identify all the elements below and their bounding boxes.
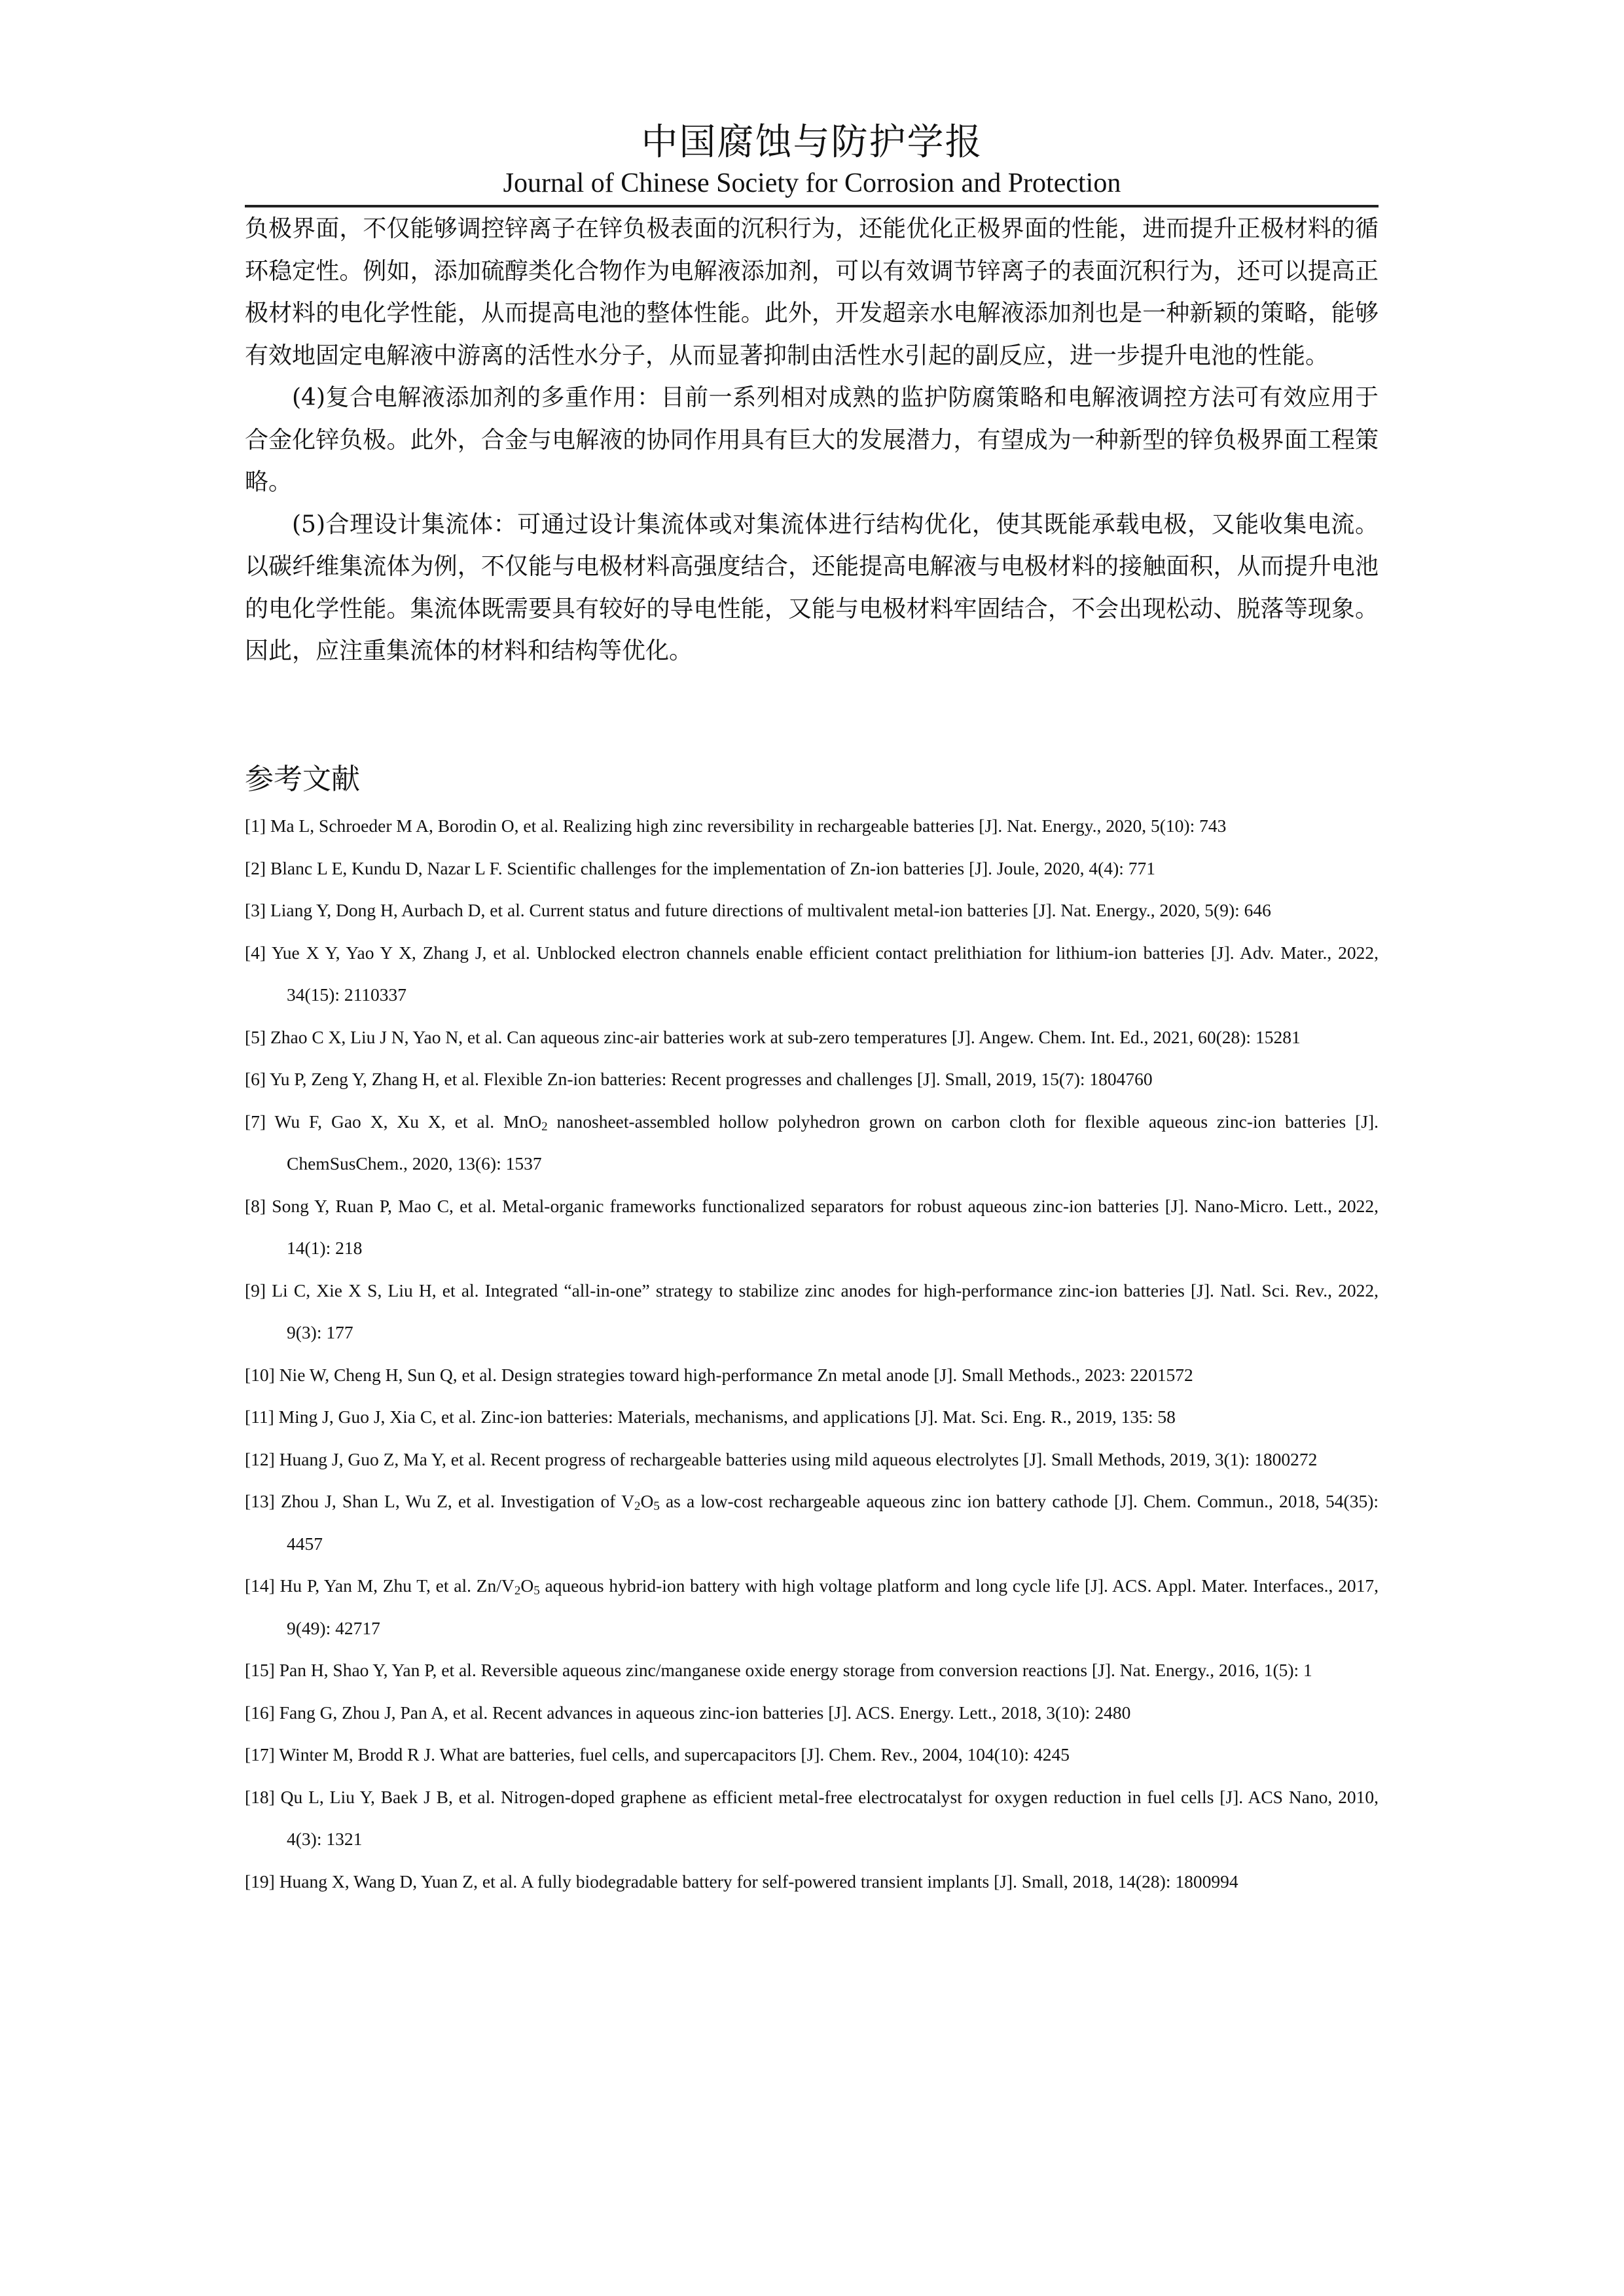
reference-item: [9] Li C, Xie X S, Liu H, et al. Integrated “all-in-one” strategy to stabilize zinc anodes for high-performance zinc-ion batteries [J]. Natl. Sci. Rev., 2022, 9(3): 177 xyxy=(245,1280,1379,1342)
reference-item xyxy=(245,1565,1379,1649)
ref-text-mid: O xyxy=(640,1491,654,1511)
reference-item xyxy=(245,1480,1379,1565)
journal-title-chinese: 中国腐蚀与防护学报 xyxy=(641,121,983,164)
reference-item: [8] Song Y, Ruan P, Mao C, et al. Metal-organic frameworks functionalized separators for robust aqueous zinc-ion batteries [J]. Nano-Micro. Lett., 2022, 14(1): 218 xyxy=(245,1195,1379,1258)
reference-item: [12] Huang J, Guo Z, Ma Y, et al. Recent progress of rechargeable batteries using mild aqueous electrolytes [J]. Small Methods, 2019, 3(1): 1800272 xyxy=(245,1448,1318,1469)
body-paragraph: 负极界面，不仅能够调控锌离子在锌负极表面的沉积行为，还能优化正极界面的性能，进而提升正极材料的循环稳定性。例如，添加硫醇类化合物作为电解液添加剂，可以有效调节锌离子的表面沉积行为，还可以提高正极材料的电化学性能，从而提高电池的整体性能。此外，开发超亲水电解液添加剂也是一种新颖的策略，能够有效地固定电解液中游离的活性水分子，从而显著抑制由活性水引起的副反应，进一步提升电池的性能。 xyxy=(245,215,1379,369)
reference-item: [1] Ma L, Schroeder M A, Borodin O, et al. Realizing high zinc reversibility in rechargeable batteries [J]. Nat. Energy., 2020, 5(10): 743 xyxy=(245,816,1227,836)
reference-item: [5] Zhao C X, Liu J N, Yao N, et al. Can aqueous zinc-air batteries work at sub-zero temperatures [J]. Angew. Chem. Int. Ed., 2021, 60(28): 15281 xyxy=(245,1026,1301,1047)
reference-item: [17] Winter M, Brodd R J. What are batteries, fuel cells, and supercapacitors [J]. Chem. Rev., 2004, 104(10): 4245 xyxy=(245,1744,1070,1765)
ref-text-post: nanosheet-assembled hollow polyhedron grown on carbon cloth for flexible aqueous zinc-ion batteries [J]. ChemSusChem., 2020, 13(6): 1537 xyxy=(287,1111,1379,1174)
ref-subscript: 5 xyxy=(653,1499,660,1513)
reference-item xyxy=(245,1101,1379,1185)
reference-item: [15] Pan H, Shao Y, Yan P, et al. Reversible aqueous zinc/manganese oxide energy storage from conversion reactions [J]. Nat. Energy., 2016, 1(5): 1 xyxy=(245,1660,1312,1680)
reference-item: [18] Qu L, Liu Y, Baek J B, et al. Nitrogen-doped graphene as efficient metal-free electrocatalyst for oxygen reduction in fuel cells [J]. ACS Nano, 2010, 4(3): 1321 xyxy=(245,1786,1379,1849)
reference-item: [11] Ming J, Guo J, Xia C, et al. Zinc-ion batteries: Materials, mechanisms, and applications [J]. Mat. Sci. Eng. R., 2019, 135: 58 xyxy=(245,1407,1176,1427)
reference-item: [19] Huang X, Wang D, Yuan Z, et al. A fully biodegradable battery for self-powered transient implants [J]. Small, 2018, 14(28): 1800994 xyxy=(245,1871,1238,1892)
ref-text-pre: [13] Zhou J, Shan L, Wu Z, et al. Investigation of V xyxy=(245,1491,634,1511)
journal-title-english: Journal of Chinese Society for Corrosion and Protection xyxy=(503,168,1121,198)
reference-item: [4] Yue X Y, Yao Y X, Zhang J, et al. Unblocked electron channels enable efficient contact prelithiation for lithium-ion batteries [J]. Adv. Mater., 2022, 34(15): 2110337 xyxy=(245,942,1379,1005)
reference-item: [10] Nie W, Cheng H, Sun Q, et al. Design strategies toward high-performance Zn metal anode [J]. Small Methods., 2023: 2201572 xyxy=(245,1364,1193,1385)
reference-item: [16] Fang G, Zhou J, Pan A, et al. Recent advances in aqueous zinc-ion batteries [J]. ACS. Energy. Lett., 2018, 3(10): 2480 xyxy=(245,1702,1131,1723)
reference-item: [3] Liang Y, Dong H, Aurbach D, et al. Current status and future directions of multivalent metal-ion batteries [J]. Nat. Energy., 2020, 5(9): 646 xyxy=(245,900,1271,920)
reference-list xyxy=(245,805,1379,1903)
reference-item: [2] Blanc L E, Kundu D, Nazar L F. Scientific challenges for the implementation of Zn-ion batteries [J]. Joule, 2020, 4(4): 771 xyxy=(245,857,1156,878)
ref-subscript: 5 xyxy=(533,1584,540,1598)
ref-text-post: aqueous hybrid-ion battery with high voltage platform and long cycle life [J]. ACS. Appl. Mater. Interfaces., 2017, 9(49): 42717 xyxy=(287,1575,1379,1638)
ref-subscript: 2 xyxy=(541,1119,548,1134)
ref-text-mid: O xyxy=(520,1575,534,1596)
ref-text-post: as a low-cost rechargeable aqueous zinc ion battery cathode [J]. Chem. Commun., 2018, 54(35): 4457 xyxy=(287,1491,1379,1554)
body-paragraph: (5)合理设计集流体：可通过设计集流体或对集流体进行结构优化，使其既能承载电极，又能收集电流。以碳纤维集流体为例，不仅能与电极材料高强度结合，还能提高电解液与电极材料的接触面积，从而提升电池的电化学性能。集流体既需要具有较好的导电性能，又能与电极材料牢固结合，不会出现松动、脱落等现象。因此，应注重集流体的材料和结构等优化。 xyxy=(245,511,1379,664)
reference-item: [6] Yu P, Zeng Y, Zhang H, et al. Flexible Zn-ion batteries: Recent progresses and challenges [J]. Small, 2019, 15(7): 1804760 xyxy=(245,1069,1153,1089)
body-paragraph: (4)复合电解液添加剂的多重作用：目前一系列相对成熟的监护防腐策略和电解液调控方法可有效应用于合金化锌负极。此外，合金与电解液的协同作用具有巨大的发展潜力，有望成为一种新型的锌负极界面工程策略。 xyxy=(245,384,1379,495)
ref-subscript: 2 xyxy=(634,1499,641,1513)
body-text xyxy=(245,208,1379,673)
header-rule xyxy=(245,205,1379,207)
ref-subscript: 2 xyxy=(514,1584,521,1598)
references-heading: 参考文献 xyxy=(245,762,360,796)
ref-text-pre: [14] Hu P, Yan M, Zhu T, et al. Zn/V xyxy=(245,1575,514,1596)
ref-text-pre: [7] Wu F, Gao X, Xu X, et al. MnO xyxy=(245,1111,542,1132)
